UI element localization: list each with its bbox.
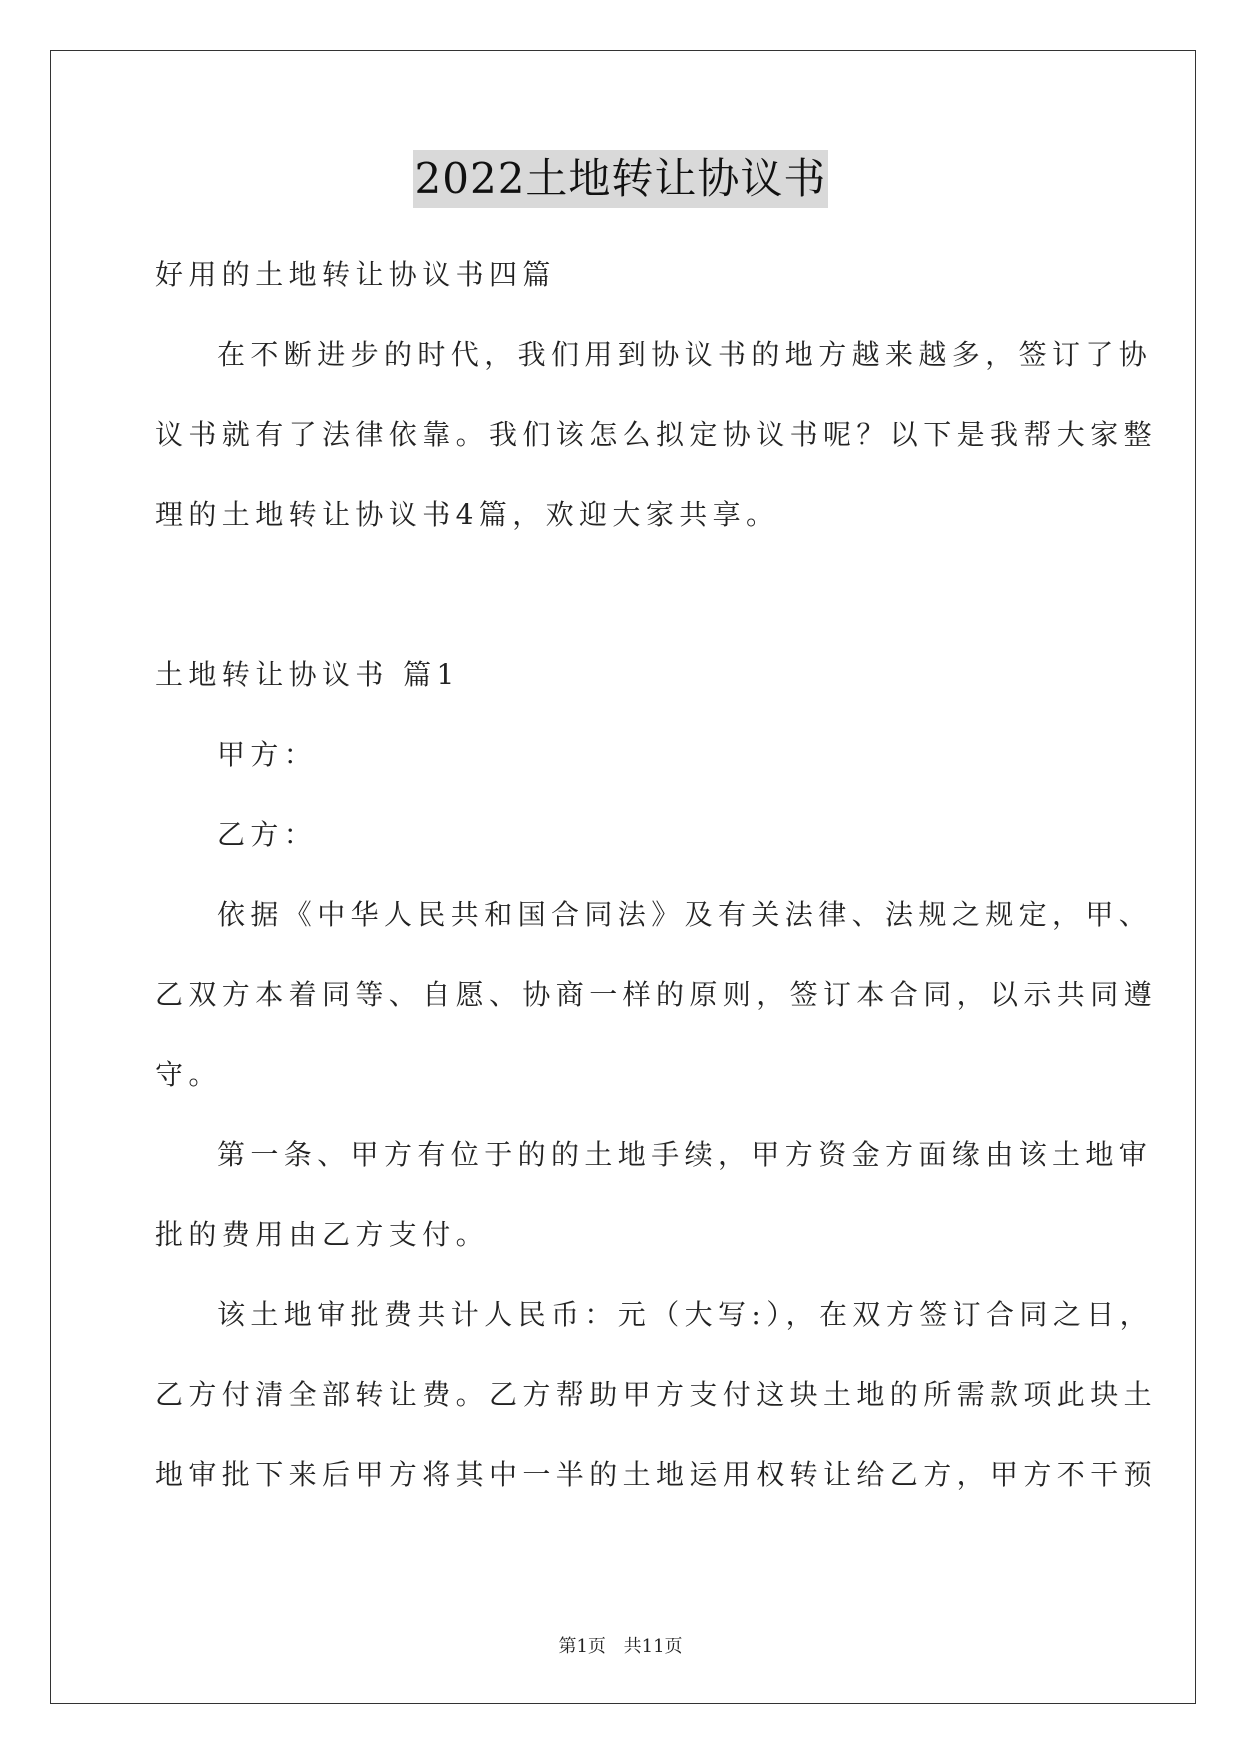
document-title: 2022土地转让协议书 (413, 150, 829, 208)
article1-line-2: 批的费用由乙方支付。 (155, 1218, 490, 1251)
page-footer (0, 1632, 1241, 1658)
intro-line-1: 在不断进步的时代，我们用到协议书的地方越来越多，签订了协 (217, 338, 1153, 371)
basis-line-3: 守。 (155, 1058, 222, 1091)
section-heading: 土地转让协议书 篇1 (155, 658, 460, 691)
party-a-label: 甲方： (217, 738, 318, 771)
page-total: 共11页 (623, 1636, 683, 1657)
article1-line-1: 第一条、甲方有位于的的土地手续，甲方资金方面缘由该土地审 (217, 1138, 1153, 1171)
basis-line-2: 乙双方本着同等、自愿、协商一样的原则，签订本合同，以示共同遵 (155, 978, 1158, 1011)
paragraph-gap (155, 555, 1095, 635)
intro-line-3: 理的土地转让协议书4篇，欢迎大家共享。 (155, 498, 780, 531)
fee-line-1: 该土地审批费共计人民币：元（大写:），在双方签订合同之日， (217, 1298, 1154, 1331)
fee-line-3: 地审批下来后甲方将其中一半的土地运用权转让给乙方，甲方不干预 (155, 1458, 1158, 1491)
party-b-label: 乙方： (217, 818, 318, 851)
intro-line-2: 议书就有了法律依靠。我们该怎么拟定协议书呢？以下是我帮大家整 (155, 418, 1158, 451)
basis-line-1: 依据《中华人民共和国合同法》及有关法律、法规之规定，甲、 (217, 898, 1153, 931)
fee-line-2: 乙方付清全部转让费。乙方帮助甲方支付这块土地的所需款项此块土 (155, 1378, 1158, 1411)
page-number: 第1页 (558, 1636, 606, 1657)
document-body (155, 235, 1158, 1515)
title-container (0, 150, 1241, 208)
document-subtitle: 好用的土地转让协议书四篇 (155, 258, 556, 291)
